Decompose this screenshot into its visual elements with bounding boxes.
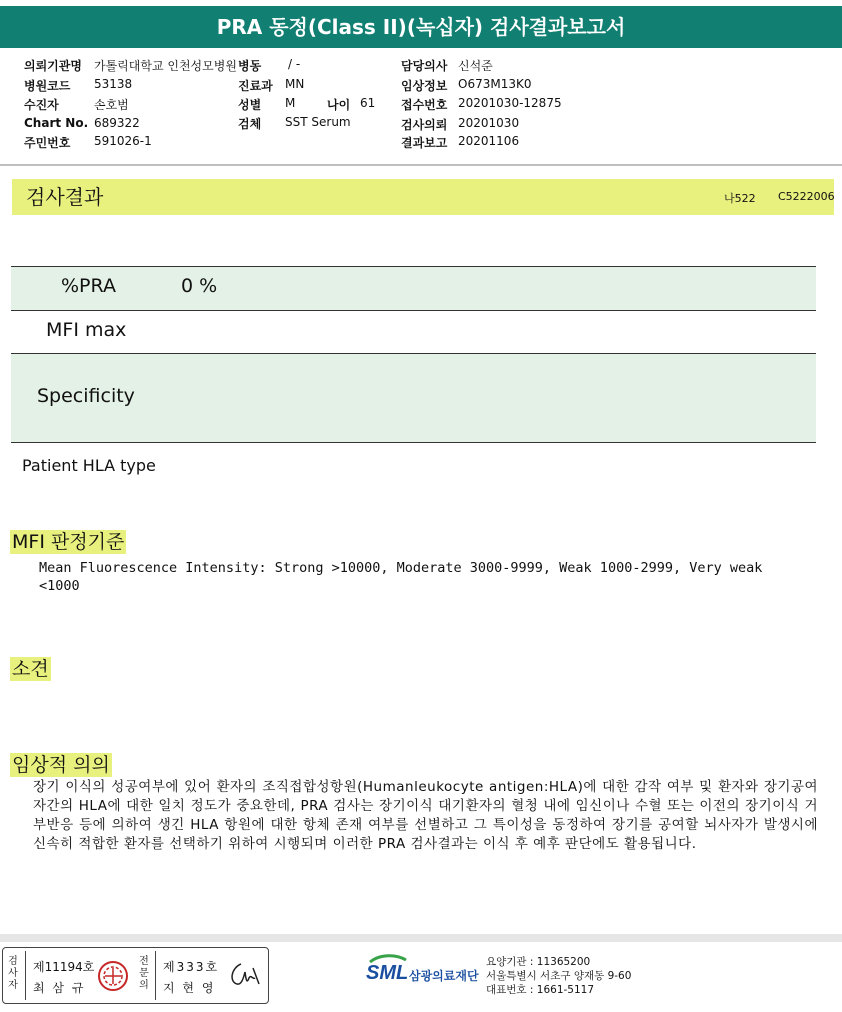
- age-value: 61: [360, 96, 376, 110]
- id-label: 주민번호: [24, 136, 71, 150]
- sml-logo-text: SML: [366, 962, 409, 984]
- pra-value: 0 %: [181, 275, 218, 297]
- clinical-value: O673M13K0: [458, 77, 532, 91]
- clinical-label: 임상정보: [401, 79, 448, 93]
- report-label: 결과보고: [401, 136, 448, 150]
- request-value: 20201030: [458, 116, 520, 130]
- specialist-name: 지 현 영: [163, 981, 216, 995]
- chart-value: 689322: [94, 116, 140, 130]
- hospital-label: 의뢰기관명: [24, 59, 82, 73]
- receipt-label: 접수번호: [401, 98, 448, 112]
- mfi-max-label: MFI max: [46, 319, 127, 341]
- footer-phone: 대표번호 : 1661-5117: [486, 984, 595, 996]
- table-row-pra: [11, 267, 816, 310]
- footer-band: [0, 934, 842, 942]
- header-divider: [0, 164, 842, 166]
- specialist-vertical-label: 전 문 의: [139, 956, 149, 991]
- specificity-label: Specificity: [37, 385, 135, 407]
- hla-type-label: Patient HLA type: [22, 456, 156, 475]
- footer-info: [486, 955, 631, 997]
- receipt-value: 20201030-12875: [458, 96, 562, 110]
- findings-title: 소견: [12, 658, 49, 680]
- patient-value: 손호범: [94, 98, 129, 112]
- criteria-line-1: Mean Fluorescence Intensity: Strong >10000, Moderate 3000-9999, Weak 1000-2999, Very weak: [39, 560, 763, 576]
- tester-no: 제11194호: [33, 960, 95, 974]
- significance-text: 장기 이식의 성공여부에 있어 환자의 조직접합성항원(Humanleukocyte antigen:HLA)에 대한 감작 여부 및 환자와 장기공여자간의 HLA에 대한 일치 정도가 중요한데, PRA 검사는 장기이식 대기환자의 혈청 내에 임신이나 수혈 또는 이전의 장기이식 거부반응 등에 의하여 생긴 HLA 항원에 대한 항체 존재 여부를 선별하고 그 특이성을 동정하여 장기를 공여할 뇌사자가 발생시에 신속히 적합한 환자를 선택하기 위하여 시행되며 이러한 PRA 검사결과는 이식 후 예후 판단에도 활용됩니다.: [33, 779, 818, 852]
- sign-divider: [155, 951, 156, 1000]
- significance-title: 임상적 의의: [12, 754, 110, 776]
- doctor-label: 담당의사: [401, 59, 448, 73]
- tester-vertical-label: 검 사 자: [8, 956, 18, 991]
- pra-label: %PRA: [61, 275, 116, 297]
- sex-value: M: [285, 96, 296, 110]
- ward-label: 병동: [238, 59, 262, 73]
- patient-label: 수진자: [24, 98, 59, 112]
- hospital-value: 가톨릭대학교 인천성모병원: [94, 59, 237, 73]
- result-code-2: C5222006: [778, 190, 835, 203]
- age-label: 나이: [327, 98, 351, 112]
- specimen-label: 검체: [238, 117, 262, 131]
- result-header-bar: [12, 179, 834, 215]
- criteria-line-2: <1000: [39, 578, 80, 594]
- sex-label: 성별: [238, 98, 262, 112]
- signature-box: [2, 947, 269, 1004]
- org-name: 삼광의료재단: [409, 969, 479, 983]
- code-value: 53138: [94, 77, 133, 91]
- dept-value: MN: [285, 77, 305, 91]
- signature-icon: [225, 958, 261, 992]
- result-title: 검사결과: [26, 185, 104, 209]
- tester-name: 최 삼 규: [33, 981, 86, 995]
- id-value: 591026-1: [94, 134, 152, 148]
- criteria-title: MFI 판정기준: [12, 531, 125, 553]
- table-line: [11, 310, 816, 311]
- report-title: PRA 동정(Class II)(녹십자) 검사결과보고서: [0, 6, 842, 48]
- table-line: [11, 442, 816, 443]
- footer-address: 서울특별시 서초구 양재동 9-60: [486, 970, 632, 982]
- specimen-value: SST Serum: [285, 115, 351, 129]
- seal-icon: [95, 960, 131, 992]
- dept-label: 진료과: [238, 79, 273, 93]
- doctor-value: 신석준: [458, 59, 493, 73]
- footer-license: 요양기관 : 11365200: [486, 956, 591, 968]
- code-label: 병원코드: [24, 79, 71, 93]
- request-label: 검사의뢰: [401, 118, 448, 132]
- report-value: 20201106: [458, 134, 520, 148]
- ward-value: / -: [288, 57, 301, 71]
- sign-divider: [25, 951, 26, 1000]
- specialist-no: 제333호: [163, 960, 220, 974]
- result-code-1: 나522: [724, 192, 756, 205]
- chart-label: Chart No.: [24, 116, 89, 130]
